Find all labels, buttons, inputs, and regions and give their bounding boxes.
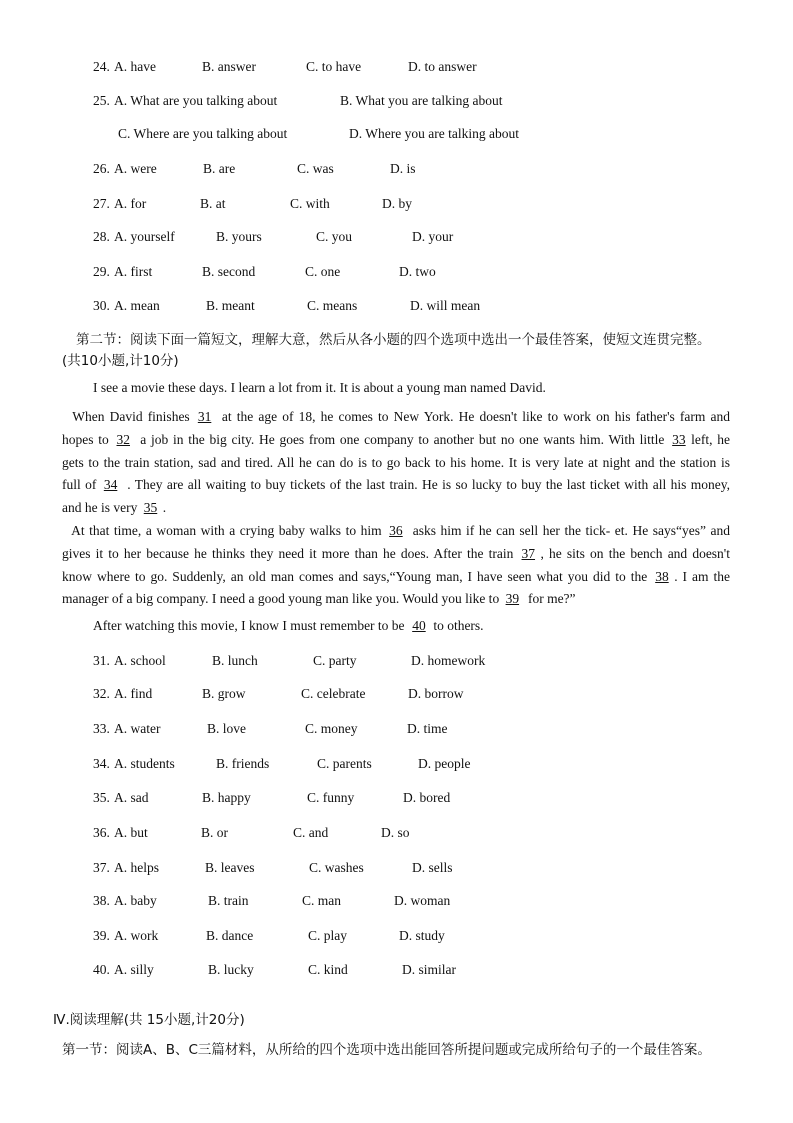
option-d: D. bored bbox=[403, 790, 451, 805]
option-a: A. water bbox=[114, 721, 161, 736]
option-c: C. with bbox=[290, 196, 330, 211]
option-d: D. people bbox=[418, 756, 471, 771]
option-a: A. students bbox=[114, 756, 175, 771]
blank-37: 37 bbox=[521, 545, 536, 561]
question-number: 34. bbox=[93, 756, 110, 771]
option-a: A. find bbox=[114, 686, 153, 701]
option-b: B. happy bbox=[202, 790, 251, 805]
option-d: D. by bbox=[382, 196, 412, 211]
option-d: D. time bbox=[407, 721, 448, 736]
blank-38: 38 bbox=[655, 568, 669, 584]
option-c: C. Where are you talking about bbox=[118, 126, 288, 141]
option-a: A. yourself bbox=[114, 229, 175, 244]
question-number: 25. bbox=[93, 93, 110, 108]
option-b: B. are bbox=[203, 161, 236, 176]
option-a: A. for bbox=[114, 196, 147, 211]
section-title: Ⅳ.阅读理解(共 15小题,计20分) bbox=[53, 1012, 245, 1028]
option-b: B. second bbox=[202, 264, 256, 279]
passage-paragraph-2 bbox=[62, 520, 730, 611]
question-number: 37. bbox=[93, 860, 110, 875]
blank-35: 35 bbox=[143, 500, 158, 516]
option-c: C. you bbox=[316, 229, 353, 244]
blank-31: 31 bbox=[197, 409, 212, 424]
option-c: C. was bbox=[297, 161, 334, 176]
option-c: C. means bbox=[307, 298, 358, 313]
option-b: B. What you are talking about bbox=[340, 93, 503, 108]
blank-36: 36 bbox=[389, 523, 403, 538]
option-d: D. your bbox=[412, 229, 454, 244]
option-d: D. similar bbox=[402, 962, 456, 977]
option-d: D. is bbox=[390, 161, 416, 176]
option-d: D. Where you are talking about bbox=[349, 126, 519, 141]
option-b: B. or bbox=[201, 825, 228, 840]
question-number: 29. bbox=[93, 264, 110, 279]
question-number: 33. bbox=[93, 721, 110, 736]
option-a: A. helps bbox=[114, 860, 159, 875]
option-b: B. dance bbox=[206, 928, 254, 943]
question-number: 35. bbox=[93, 790, 110, 805]
passage-line: At that time, a woman with a crying baby walks to him 36 asks him if he can sell her the tick- et. He says“yes” and bbox=[62, 520, 730, 543]
option-a: A. first bbox=[114, 264, 153, 279]
option-d: D. woman bbox=[394, 893, 451, 908]
option-a: A. have bbox=[114, 59, 156, 74]
option-b: B. answer bbox=[202, 59, 256, 74]
option-a: A. silly bbox=[114, 962, 154, 977]
question-number: 27. bbox=[93, 196, 110, 211]
option-d: D. so bbox=[381, 825, 410, 840]
option-a: A. sad bbox=[114, 790, 149, 805]
question-number: 28. bbox=[93, 229, 110, 244]
option-c: C. to have bbox=[306, 59, 362, 74]
question-number: 31. bbox=[93, 653, 110, 668]
option-c: C. washes bbox=[309, 860, 364, 875]
option-c: C. money bbox=[305, 721, 358, 736]
question-number: 40. bbox=[93, 962, 110, 977]
passage-intro: I see a movie these days. I learn a lot from it. It is about a young man named David. bbox=[93, 380, 546, 395]
passage-line: gives it to her because he thinks they need it more than he does. After the train 37 , he sits on the bench and doesn't bbox=[62, 543, 730, 566]
option-b: B. love bbox=[207, 721, 246, 736]
option-b: B. friends bbox=[216, 756, 270, 771]
option-c: C. party bbox=[313, 653, 357, 668]
passage-line: When David finishes 31 at the age of 18, he comes to New York. He doesn't like to work on his father's farm and bbox=[62, 406, 730, 429]
option-d: D. borrow bbox=[408, 686, 464, 701]
option-c: C. and bbox=[293, 825, 329, 840]
blank-34: 34 bbox=[103, 477, 118, 493]
passage-line: full of 34 . They are all waiting to buy tickets of the last train. He is so lucky to buy the last ticket with all his money, bbox=[62, 474, 730, 497]
question-number: 32. bbox=[93, 686, 110, 701]
section-heading: 第二节：阅读下面一篇短文，理解大意，然后从各小题的四个选项中选出一个最佳答案，使短文连贯完整。 bbox=[76, 332, 711, 348]
blank-32: 32 bbox=[116, 431, 130, 447]
passage-line: manager of a big company. I need a good young man like you. Would you like to 39 for me?” bbox=[62, 588, 730, 611]
option-c: C. man bbox=[302, 893, 341, 908]
passage-line: and he is very 35 . bbox=[62, 497, 730, 520]
option-c: C. funny bbox=[307, 790, 355, 805]
option-c: C. play bbox=[308, 928, 347, 943]
option-b: B. grow bbox=[202, 686, 246, 701]
option-d: D. study bbox=[399, 928, 445, 943]
option-d: D. to answer bbox=[408, 59, 477, 74]
option-b: B. yours bbox=[216, 229, 262, 244]
option-c: C. one bbox=[305, 264, 341, 279]
blank-39: 39 bbox=[505, 591, 520, 607]
passage-conclusion: After watching this movie, I know I must remember to be 40 to others. bbox=[93, 618, 484, 633]
option-d: D. homework bbox=[411, 653, 486, 668]
question-number: 38. bbox=[93, 893, 110, 908]
option-a: A. school bbox=[114, 653, 166, 668]
option-a: A. work bbox=[114, 928, 159, 943]
section-heading-count: (共10小题,计10分) bbox=[62, 353, 179, 369]
option-d: D. sells bbox=[412, 860, 453, 875]
option-b: B. leaves bbox=[205, 860, 255, 875]
option-c: C. kind bbox=[308, 962, 348, 977]
option-a: A. but bbox=[114, 825, 148, 840]
option-a: A. mean bbox=[114, 298, 160, 313]
option-b: B. lunch bbox=[212, 653, 258, 668]
option-b: B. lucky bbox=[208, 962, 254, 977]
option-c: C. celebrate bbox=[301, 686, 366, 701]
question-number: 26. bbox=[93, 161, 110, 176]
question-number: 24. bbox=[93, 59, 110, 74]
option-b: B. at bbox=[200, 196, 226, 211]
question-number: 39. bbox=[93, 928, 110, 943]
blank-33: 33 bbox=[672, 431, 686, 447]
blank-40: 40 bbox=[412, 618, 426, 633]
option-a: A. baby bbox=[114, 893, 157, 908]
section-instructions: 第一节：阅读A、B、C三篇材料，从所给的四个选项中选出能回答所提问题或完成所给句子的一个最佳答案。 bbox=[62, 1042, 711, 1058]
option-a: A. were bbox=[114, 161, 157, 176]
option-d: D. will mean bbox=[410, 298, 481, 313]
option-b: B. train bbox=[208, 893, 249, 908]
question-number: 36. bbox=[93, 825, 110, 840]
option-b: B. meant bbox=[206, 298, 255, 313]
option-c: C. parents bbox=[317, 756, 372, 771]
passage-line: gets to the train station, sad and tired. All he can do is to go back to his home. It is very late at night and the station is bbox=[62, 454, 730, 470]
question-number: 30. bbox=[93, 298, 110, 313]
option-d: D. two bbox=[399, 264, 436, 279]
passage-paragraph-1 bbox=[62, 406, 730, 520]
option-a: A. What are you talking about bbox=[114, 93, 278, 108]
passage-line: hopes to 32 a job in the big city. He goes from one company to another but no one wants him. With little 33 left, he bbox=[62, 429, 730, 452]
passage-line: know where to go. Suddenly, an old man comes and says,“Young man, I have seen what you did to the 38 . I am the bbox=[62, 566, 730, 589]
